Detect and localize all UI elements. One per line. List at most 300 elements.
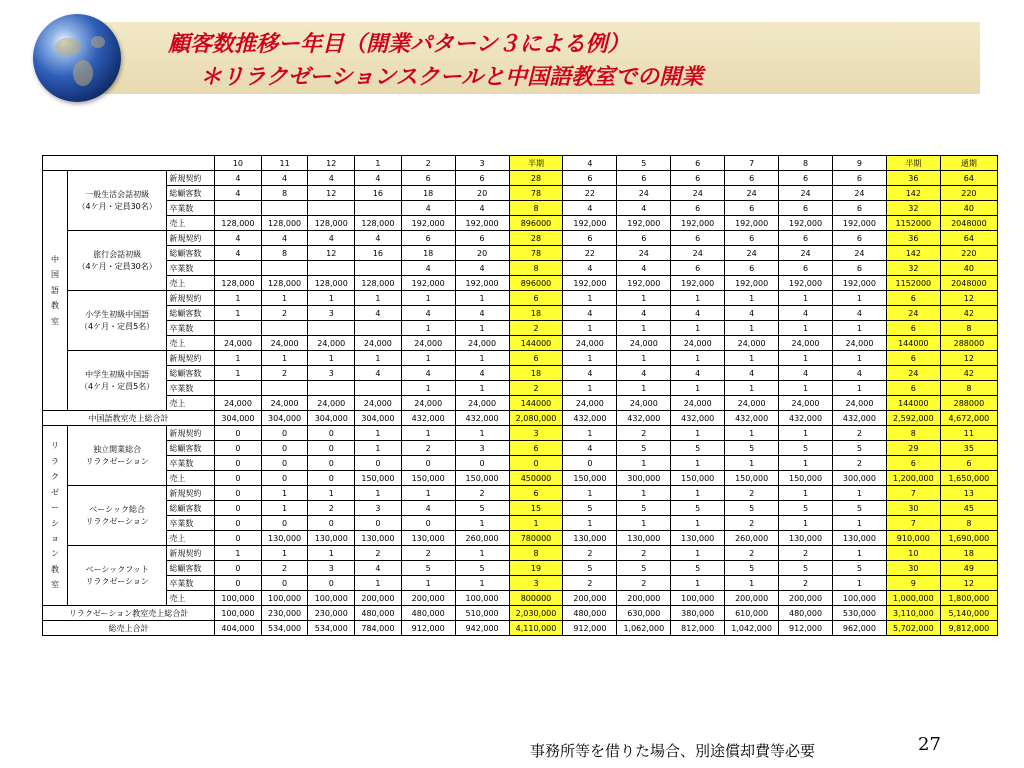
table-cell: 4 <box>455 306 509 321</box>
table-cell: 1152000 <box>886 216 940 231</box>
table-cell: 4 <box>563 201 617 216</box>
table-cell: 6 <box>886 381 940 396</box>
table-cell: 24,000 <box>261 336 308 351</box>
table-cell: 100,000 <box>215 591 262 606</box>
table-cell: 6 <box>779 261 833 276</box>
table-cell: 260,000 <box>725 531 779 546</box>
table-cell: 150,000 <box>725 471 779 486</box>
slide-subtitle: ＊リラクゼーションスクールと中国語教室での開業 <box>200 64 704 90</box>
row-label: 新規契約 <box>167 231 215 246</box>
table-cell: 24 <box>725 186 779 201</box>
table-cell: 0 <box>308 576 355 591</box>
table-row <box>43 246 998 261</box>
table-row <box>43 396 998 411</box>
table-cell: 35 <box>940 441 997 456</box>
table-cell: 24 <box>886 366 940 381</box>
table-cell: 2 <box>617 426 671 441</box>
table-cell: 1 <box>725 381 779 396</box>
table-row <box>43 201 998 216</box>
column-header: 11 <box>261 156 308 171</box>
table-cell: 530,000 <box>832 606 886 621</box>
table-cell: 0 <box>261 516 308 531</box>
table-cell: 42 <box>940 306 997 321</box>
table-cell: 1 <box>779 486 833 501</box>
table-cell: 1 <box>725 456 779 471</box>
table-cell: 128,000 <box>215 276 262 291</box>
table-cell: 12 <box>940 291 997 306</box>
table-cell: 1 <box>455 426 509 441</box>
table-cell: 0 <box>215 561 262 576</box>
column-header: 6 <box>671 156 725 171</box>
table-cell: 6 <box>832 171 886 186</box>
table-cell: 4 <box>215 231 262 246</box>
table-cell: 3 <box>308 366 355 381</box>
table-cell: 4 <box>617 201 671 216</box>
table-cell: 4 <box>725 306 779 321</box>
table-cell: 24,000 <box>308 336 355 351</box>
table-cell: 1 <box>617 291 671 306</box>
table-cell: 28 <box>509 231 563 246</box>
table-cell: 64 <box>940 171 997 186</box>
table-cell: 36 <box>886 231 940 246</box>
table-cell: 0 <box>215 456 262 471</box>
table-cell: 192,000 <box>671 216 725 231</box>
table-cell: 49 <box>940 561 997 576</box>
table-cell: 4,672,000 <box>940 411 997 426</box>
table-cell: 6 <box>671 201 725 216</box>
table-cell: 3 <box>455 441 509 456</box>
table-cell: 24,000 <box>832 336 886 351</box>
table-cell: 4 <box>671 306 725 321</box>
table-cell: 1 <box>455 351 509 366</box>
table-cell: 0 <box>215 576 262 591</box>
table-cell: 2 <box>617 576 671 591</box>
table-cell: 1 <box>671 576 725 591</box>
table-cell: 1 <box>455 381 509 396</box>
table-row <box>43 531 998 546</box>
table-cell: 2 <box>725 486 779 501</box>
table-cell: 2,030,000 <box>509 606 563 621</box>
table-cell: 4 <box>455 201 509 216</box>
table-cell <box>308 321 355 336</box>
column-header: 半期 <box>509 156 563 171</box>
column-header: 1 <box>355 156 402 171</box>
table-cell: 2048000 <box>940 276 997 291</box>
grand-total-label: 総売上合計 <box>43 621 215 636</box>
table-cell: 144000 <box>886 396 940 411</box>
table-cell: 100,000 <box>215 606 262 621</box>
table-cell: 4 <box>455 366 509 381</box>
customer-projection-table <box>42 155 998 636</box>
table-cell: 896000 <box>509 276 563 291</box>
table-cell: 1 <box>261 351 308 366</box>
row-label: 売上 <box>167 276 215 291</box>
column-header: 5 <box>617 156 671 171</box>
table-row <box>43 561 998 576</box>
table-cell: 192,000 <box>617 216 671 231</box>
table-cell: 304,000 <box>308 411 355 426</box>
table-cell: 1 <box>215 366 262 381</box>
table-cell: 8 <box>261 186 308 201</box>
table-row <box>43 321 998 336</box>
table-cell: 1 <box>308 486 355 501</box>
table-cell: 200,000 <box>617 591 671 606</box>
table-cell: 22 <box>563 186 617 201</box>
table-cell: 6 <box>563 231 617 246</box>
table-cell: 4 <box>563 366 617 381</box>
table-cell: 0 <box>355 516 402 531</box>
table-cell: 6 <box>832 201 886 216</box>
table-cell: 100,000 <box>261 591 308 606</box>
table-cell: 1 <box>261 546 308 561</box>
table-cell: 8 <box>940 516 997 531</box>
table-cell <box>215 321 262 336</box>
table-cell: 130,000 <box>832 531 886 546</box>
table-cell: 192,000 <box>617 276 671 291</box>
table-body <box>43 156 998 636</box>
table-cell: 784,000 <box>355 621 402 636</box>
table-cell: 5 <box>779 441 833 456</box>
table-cell: 4,110,000 <box>509 621 563 636</box>
table-cell: 1,200,000 <box>886 471 940 486</box>
table-cell: 24,000 <box>725 336 779 351</box>
table-cell: 480,000 <box>401 606 455 621</box>
table-cell: 432,000 <box>563 411 617 426</box>
table-cell: 1 <box>455 516 509 531</box>
table-cell: 800000 <box>509 591 563 606</box>
table-cell: 1152000 <box>886 276 940 291</box>
slide-title: 顧客数推移ー年目（開業パターン３による例） <box>168 31 630 57</box>
table-cell: 6 <box>832 261 886 276</box>
table-cell: 1 <box>617 486 671 501</box>
table-cell: 3 <box>355 501 402 516</box>
table-cell: 6 <box>617 171 671 186</box>
table-cell: 0 <box>215 486 262 501</box>
table-cell: 0 <box>261 576 308 591</box>
table-cell: 192,000 <box>563 276 617 291</box>
table-cell: 144000 <box>509 336 563 351</box>
table-cell: 2 <box>261 561 308 576</box>
table-cell: 24 <box>725 246 779 261</box>
row-label: 売上 <box>167 216 215 231</box>
table-cell: 4 <box>617 366 671 381</box>
table-cell: 32 <box>886 261 940 276</box>
table-cell: 962,000 <box>832 621 886 636</box>
table-cell: 12 <box>308 186 355 201</box>
table-cell: 0 <box>261 471 308 486</box>
table-row <box>43 501 998 516</box>
table-row <box>43 426 998 441</box>
row-label: 新規契約 <box>167 486 215 501</box>
table-cell: 24,000 <box>355 396 402 411</box>
globe-land-shape <box>55 38 81 56</box>
table-cell: 2 <box>779 576 833 591</box>
table-cell: 128,000 <box>261 216 308 231</box>
table-cell: 6 <box>725 171 779 186</box>
table-cell: 10 <box>886 546 940 561</box>
table-cell: 9 <box>886 576 940 591</box>
table-cell: 128,000 <box>355 216 402 231</box>
table-cell: 260,000 <box>455 531 509 546</box>
table-cell: 5 <box>563 561 617 576</box>
table-cell: 1 <box>563 486 617 501</box>
table-cell: 6 <box>671 231 725 246</box>
column-header: 3 <box>455 156 509 171</box>
table-cell: 100,000 <box>832 591 886 606</box>
table-cell: 1 <box>671 516 725 531</box>
globe-logo <box>33 14 121 102</box>
table-cell: 4 <box>563 306 617 321</box>
table-cell: 3,110,000 <box>886 606 940 621</box>
table-cell: 6 <box>779 171 833 186</box>
table-cell: 192,000 <box>671 276 725 291</box>
table-cell: 0 <box>308 426 355 441</box>
table-cell: 192,000 <box>779 216 833 231</box>
row-label: 卒業数 <box>167 381 215 396</box>
table-cell: 150,000 <box>355 471 402 486</box>
row-label: 卒業数 <box>167 201 215 216</box>
table-cell: 6 <box>886 291 940 306</box>
table-cell: 6 <box>671 171 725 186</box>
table-cell: 1 <box>832 291 886 306</box>
table-cell: 0 <box>401 516 455 531</box>
table-cell: 610,000 <box>725 606 779 621</box>
table-cell: 20 <box>455 246 509 261</box>
table-cell: 4 <box>355 231 402 246</box>
table-cell: 40 <box>940 201 997 216</box>
table-cell: 192,000 <box>832 276 886 291</box>
table-cell: 1 <box>215 351 262 366</box>
table-cell: 6 <box>509 486 563 501</box>
table-cell: 4 <box>355 561 402 576</box>
table-row <box>43 231 998 246</box>
table-cell: 2 <box>261 366 308 381</box>
table-row <box>43 276 998 291</box>
row-label: 卒業数 <box>167 456 215 471</box>
course-name: 中学生初級中国語 （4ケ月・定員5名） <box>67 351 167 411</box>
column-header: 12 <box>308 156 355 171</box>
table-cell: 1 <box>617 351 671 366</box>
table-cell: 6 <box>455 171 509 186</box>
table-cell: 130,000 <box>617 531 671 546</box>
table-cell: 0 <box>308 516 355 531</box>
table-cell: 130,000 <box>401 531 455 546</box>
table-cell: 24,000 <box>779 336 833 351</box>
table-cell: 11 <box>940 426 997 441</box>
page-number: 27 <box>918 734 941 755</box>
table-cell: 5 <box>455 561 509 576</box>
table-row <box>43 306 998 321</box>
table-cell: 2 <box>617 546 671 561</box>
table-cell: 12 <box>940 576 997 591</box>
table-cell: 128,000 <box>308 216 355 231</box>
course-name: 旅行会話初級 （4ケ月・定員30名） <box>67 231 167 291</box>
table-cell: 6 <box>563 171 617 186</box>
table-cell <box>215 201 262 216</box>
table-cell: 304,000 <box>215 411 262 426</box>
table-cell: 2,592,000 <box>886 411 940 426</box>
table-cell: 404,000 <box>215 621 262 636</box>
table-cell: 22 <box>563 246 617 261</box>
table-row <box>43 546 998 561</box>
table-cell: 15 <box>509 501 563 516</box>
table-cell: 24,000 <box>455 396 509 411</box>
table-cell: 5 <box>671 501 725 516</box>
table-cell: 220 <box>940 186 997 201</box>
table-cell: 4 <box>401 201 455 216</box>
table-cell: 5 <box>725 561 779 576</box>
table-cell: 5 <box>617 561 671 576</box>
table-row <box>43 381 998 396</box>
table-cell: 30 <box>886 501 940 516</box>
table-cell: 1 <box>215 306 262 321</box>
table-cell: 1 <box>215 546 262 561</box>
table-cell: 2 <box>308 501 355 516</box>
table-cell: 24 <box>617 186 671 201</box>
table-cell: 2 <box>725 546 779 561</box>
table-cell: 1 <box>617 516 671 531</box>
table-cell: 230,000 <box>261 606 308 621</box>
column-header: 4 <box>563 156 617 171</box>
table-cell: 5 <box>563 501 617 516</box>
table-cell: 432,000 <box>832 411 886 426</box>
table-cell: 6 <box>886 351 940 366</box>
table-row <box>43 186 998 201</box>
table-cell: 1 <box>455 291 509 306</box>
table-cell: 304,000 <box>355 411 402 426</box>
table-row <box>43 261 998 276</box>
table-cell: 5 <box>401 561 455 576</box>
table-cell: 192,000 <box>455 276 509 291</box>
table-cell: 432,000 <box>455 411 509 426</box>
table-cell: 6 <box>509 291 563 306</box>
course-name: ベーシック総合 リラクゼーション <box>67 486 167 546</box>
table-row <box>43 441 998 456</box>
table-cell: 1 <box>401 486 455 501</box>
table-cell: 432,000 <box>671 411 725 426</box>
table-cell: 1 <box>832 486 886 501</box>
column-header: 通期 <box>940 156 997 171</box>
table-cell <box>355 321 402 336</box>
table-cell: 6 <box>886 321 940 336</box>
table-cell: 6 <box>401 171 455 186</box>
table-cell <box>215 381 262 396</box>
table-cell: 1 <box>455 576 509 591</box>
table-cell: 130,000 <box>308 531 355 546</box>
table-cell: 2 <box>455 486 509 501</box>
table-cell: 5 <box>725 501 779 516</box>
table-cell: 1 <box>401 291 455 306</box>
table-cell: 200,000 <box>725 591 779 606</box>
table-cell: 2 <box>355 546 402 561</box>
table-cell: 220 <box>940 246 997 261</box>
table-cell: 8 <box>509 201 563 216</box>
table-cell: 1 <box>355 576 402 591</box>
column-header: 10 <box>215 156 262 171</box>
table-cell: 24,000 <box>401 396 455 411</box>
table-cell: 130,000 <box>671 531 725 546</box>
table-cell: 2 <box>725 516 779 531</box>
table-cell: 4 <box>215 246 262 261</box>
table-cell: 0 <box>215 531 262 546</box>
subtotal-row <box>43 606 998 621</box>
table-cell: 6 <box>617 231 671 246</box>
table-cell: 24,000 <box>355 336 402 351</box>
table-cell: 12 <box>308 246 355 261</box>
table-cell: 0 <box>308 456 355 471</box>
footer-note: 事務所等を借りた場合、別途償却費等必要 <box>530 742 816 760</box>
table-cell: 0 <box>509 456 563 471</box>
table-cell: 3 <box>509 426 563 441</box>
table-cell: 200,000 <box>401 591 455 606</box>
table-cell: 2 <box>509 381 563 396</box>
table-cell: 5,140,000 <box>940 606 997 621</box>
table-cell: 24 <box>671 186 725 201</box>
table-cell: 0 <box>261 456 308 471</box>
table-cell: 6 <box>725 231 779 246</box>
table-cell: 380,000 <box>671 606 725 621</box>
table-row <box>43 576 998 591</box>
table-cell: 1 <box>401 321 455 336</box>
table-cell: 5 <box>617 441 671 456</box>
table-cell: 24,000 <box>832 396 886 411</box>
table-cell: 0 <box>215 426 262 441</box>
group-label: 中 国 語 教 室 <box>43 171 68 411</box>
table-cell: 128,000 <box>215 216 262 231</box>
table-cell: 24 <box>886 306 940 321</box>
table-cell: 812,000 <box>671 621 725 636</box>
table-cell: 8 <box>509 546 563 561</box>
table-cell: 128,000 <box>355 276 402 291</box>
table-cell: 16 <box>355 246 402 261</box>
table-cell: 1 <box>308 546 355 561</box>
subtotal-label: 中国語教室売上総合計 <box>43 411 215 426</box>
table-cell: 1 <box>355 441 402 456</box>
table-cell: 20 <box>455 186 509 201</box>
globe-land-shape <box>73 60 93 86</box>
table-cell: 5 <box>671 561 725 576</box>
table-cell: 4 <box>215 186 262 201</box>
table-cell: 0 <box>261 441 308 456</box>
table-cell: 4 <box>215 171 262 186</box>
table-cell: 4 <box>455 261 509 276</box>
row-label: 売上 <box>167 471 215 486</box>
table-cell: 2 <box>832 426 886 441</box>
table-cell: 1 <box>725 351 779 366</box>
row-label: 総顧客数 <box>167 366 215 381</box>
table-cell: 6 <box>509 441 563 456</box>
table-cell: 150,000 <box>455 471 509 486</box>
table-cell: 480,000 <box>563 606 617 621</box>
table-cell: 24 <box>779 246 833 261</box>
table-cell: 150,000 <box>563 471 617 486</box>
column-header: 8 <box>779 156 833 171</box>
table-cell: 1 <box>261 486 308 501</box>
table-cell <box>308 261 355 276</box>
table-cell: 4 <box>355 366 402 381</box>
table-cell: 6 <box>671 261 725 276</box>
table-cell: 8 <box>261 246 308 261</box>
row-label: 総顧客数 <box>167 306 215 321</box>
table-cell: 1 <box>832 321 886 336</box>
table-cell: 1 <box>563 351 617 366</box>
table-cell: 4 <box>401 306 455 321</box>
table-cell: 192,000 <box>779 276 833 291</box>
row-label: 売上 <box>167 591 215 606</box>
table-cell: 1 <box>671 486 725 501</box>
table-cell: 1 <box>832 381 886 396</box>
table-cell: 1 <box>563 516 617 531</box>
